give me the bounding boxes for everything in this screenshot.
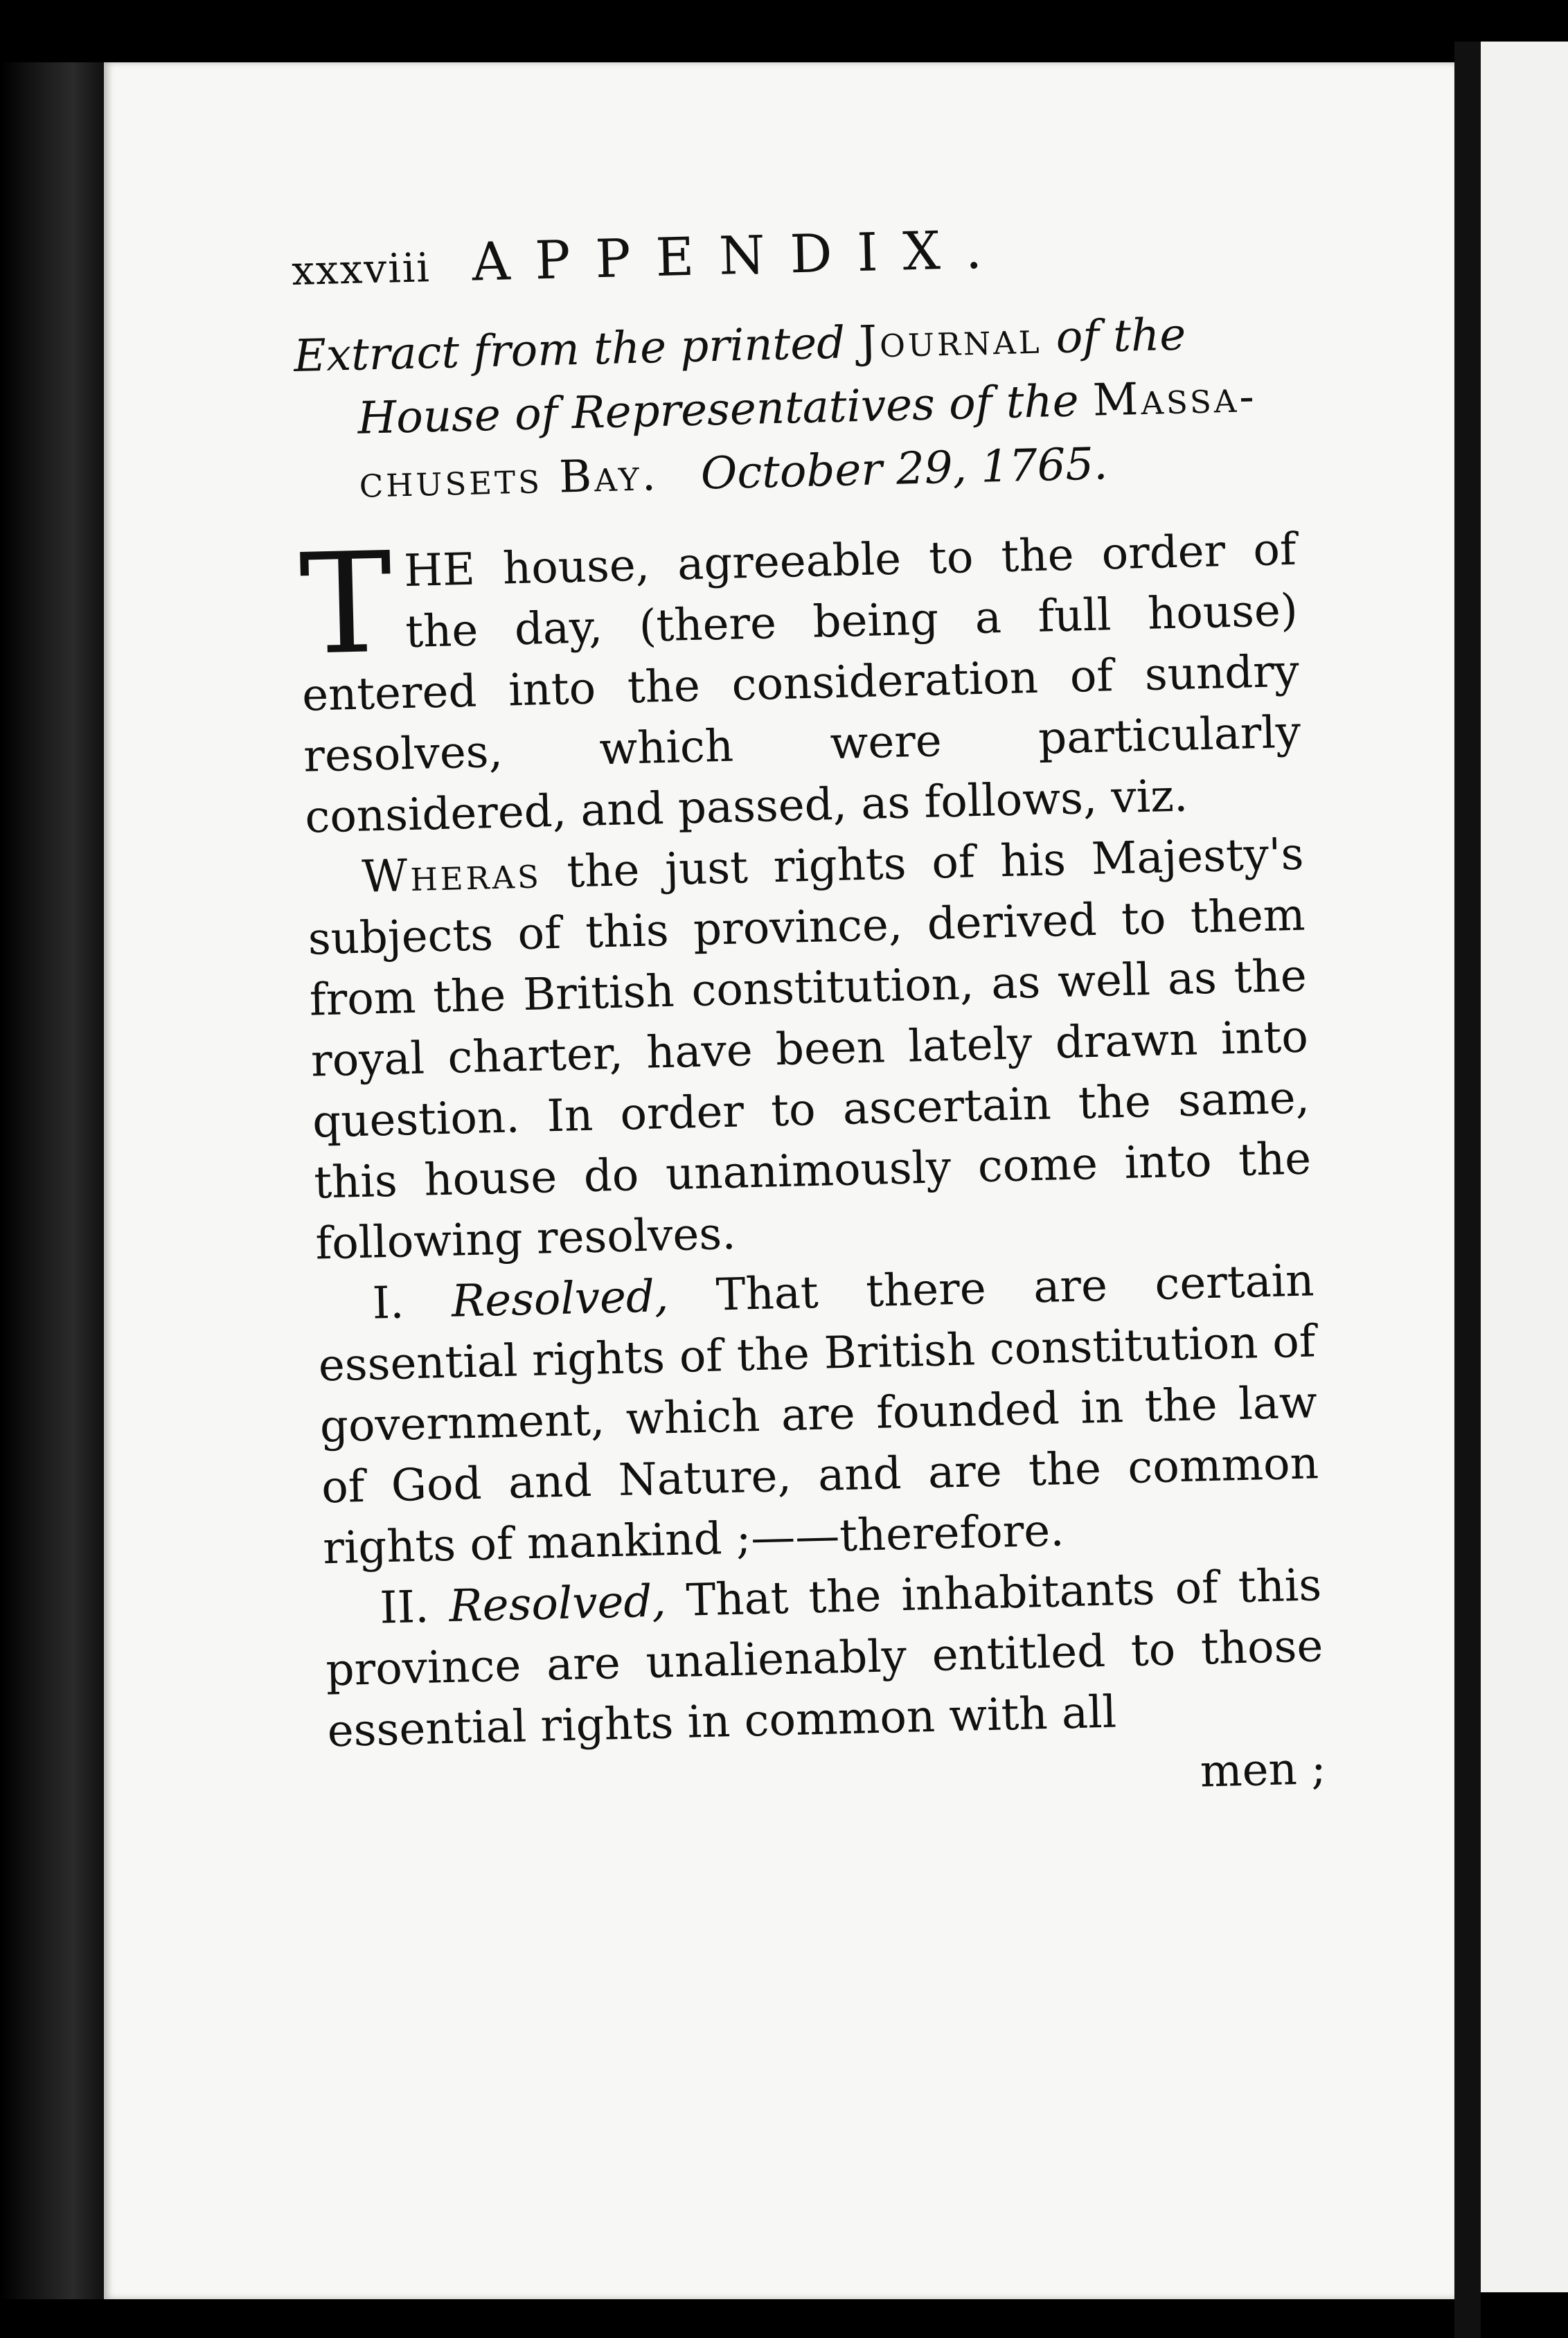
paragraph-2: [306, 824, 1314, 1275]
title-extract: Extract from the printed: [293, 317, 846, 382]
title-house: House of Representatives of the: [357, 375, 1080, 445]
book-edge: [0, 62, 104, 2299]
paragraph-4: [323, 1555, 1325, 1762]
drop-cap: T: [298, 522, 395, 686]
next-page-edge: [1481, 42, 1568, 2292]
paragraph-3: [317, 1250, 1321, 1579]
running-head: APPENDIX.: [471, 217, 1008, 293]
gutter: [1454, 42, 1481, 2338]
title-date: October 29, 1765.: [700, 438, 1109, 500]
title-chusets: chusets Bay.: [358, 449, 659, 508]
resolve-1-number: I.: [371, 1277, 405, 1330]
title-journal: Journal: [858, 312, 1043, 368]
resolve-2-label: Resolved,: [448, 1576, 667, 1632]
resolve-1-label: Resolved,: [451, 1271, 670, 1328]
resolve-2-text: That the inhabitants of this province are unalienably entitled to those essential rights in common with all: [325, 1560, 1324, 1758]
paragraph-2-lead: Wheras: [361, 847, 542, 903]
page-content: [291, 211, 1326, 1819]
page-number: xxxviii: [291, 244, 431, 294]
paragraph-2-text: the just rights of his Majesty's subjects of this province, derived to them from the British constitution, as well as the royal charter, have been lately drawn into question. In order to ascertain the same, this house do unanimously come into the following resolves.: [307, 828, 1312, 1270]
title-of-the: of the: [1055, 309, 1186, 364]
extract-title: [293, 301, 1294, 516]
resolve-1-text: That there are certain essential rights of the British constitution of government, which are founded in the law of God and Nature, and are the common rights of mankind ;——therefore.: [317, 1255, 1319, 1575]
paragraph-1-text: HE house, agreeable to the order of the day, (there being a full house) entered into the consideration of sundry resolves, which were particularly considered, and passed, as follows, viz.: [301, 524, 1301, 844]
catchword: men ;: [1200, 1743, 1327, 1798]
paragraph-1: [299, 519, 1303, 848]
title-massa: Massa-: [1092, 371, 1258, 427]
resolve-2-number: II.: [379, 1581, 430, 1634]
